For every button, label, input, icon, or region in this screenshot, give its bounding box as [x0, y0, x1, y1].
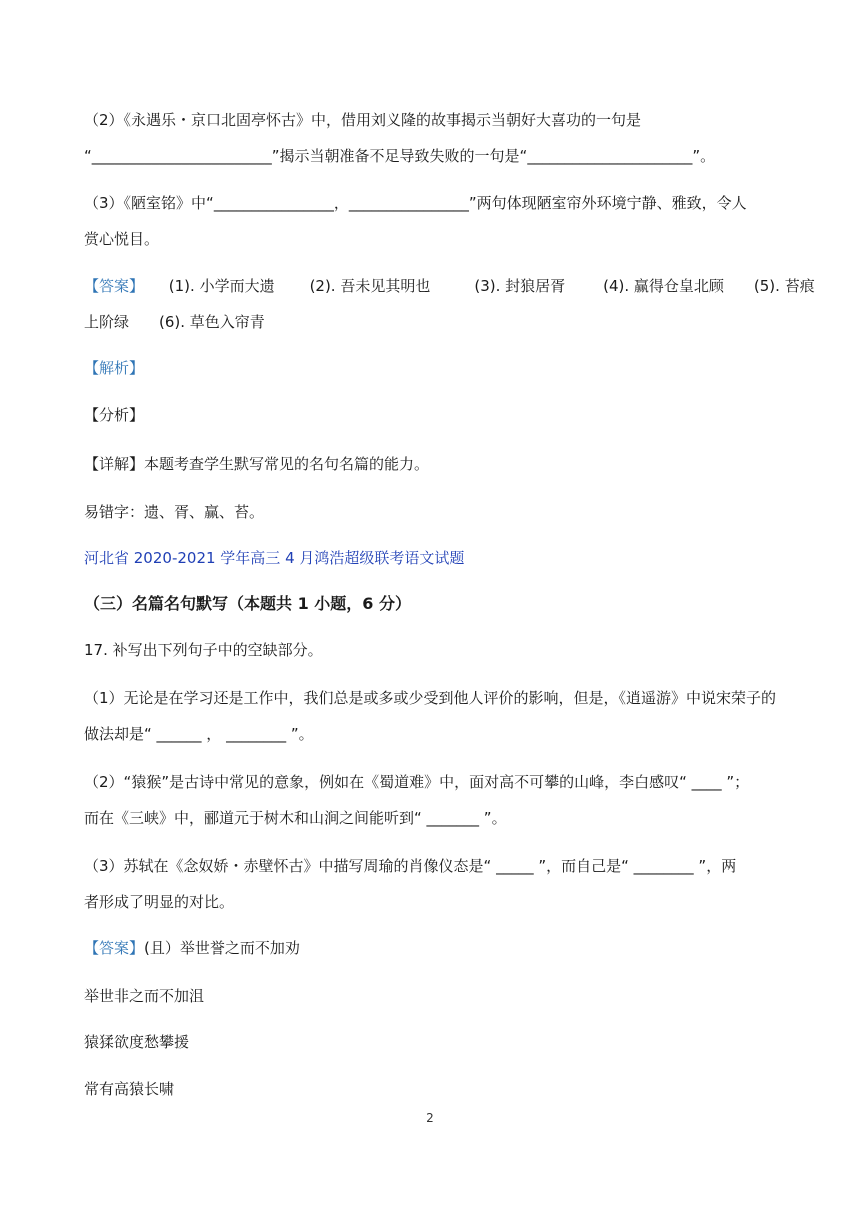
answer-tag: 【答案】: [84, 939, 145, 957]
q3-line2: 赏心悦目。: [84, 230, 160, 248]
s3-line1: （3）苏轼在《念奴娇・赤壁怀古》中描写周瑜的肖像仪态是“ _____ ”，而自己是“ ________ ”，两: [84, 857, 737, 875]
fenxi-tag: 【分析】: [84, 406, 145, 424]
answer-item: (2). 吾未见其明也: [309, 277, 431, 295]
detail-text: 【详解】本题考查学生默写常见的名句名篇的能力。: [84, 455, 430, 473]
answer-item: (3). 封狼居胥: [474, 277, 566, 295]
answer1-line2: 上阶绿 (6). 草色入帘青: [84, 313, 265, 331]
answer2-line: 举世非之而不加沮: [84, 987, 205, 1005]
answer-item: (5). 苔痕: [753, 277, 815, 295]
section-title: （三）名篇名句默写（本题共 1 小题，6 分）: [84, 594, 411, 613]
page-number: 2: [426, 1111, 434, 1125]
source-link[interactable]: 河北省 2020-2021 学年高三 4 月鸿浩超级联考语文试题: [84, 549, 465, 567]
q2-line1: （2）《永遇乐・京口北固亭怀古》中，借用刘义隆的故事揭示当朝好大喜功的一句是: [84, 111, 642, 129]
s1-line1: （1）无论是在学习还是工作中，我们总是或多或少受到他人评价的影响，但是，《逍遥游》中说宋荣子的: [84, 689, 777, 707]
error-chars: 易错字：遗、胥、赢、苔。: [84, 503, 265, 521]
answer2-line: 常有高猿长啸: [84, 1080, 175, 1098]
s3-line2: 者形成了明显的对比。: [84, 893, 235, 911]
analysis-tag: 【解析】: [84, 359, 145, 377]
answer-item: (1). 小学而大遗: [168, 277, 275, 295]
answer-item: (4). 赢得仓皇北顾: [603, 277, 724, 295]
answer-tag: 【答案】: [84, 277, 145, 295]
s2-line1: （2）“猿猴”是古诗中常见的意象，例如在《蜀道难》中，面对高不可攀的山峰，李白感叹“ ____ ”；: [84, 773, 750, 791]
answer-text: (且）举世誉之而不加劝: [144, 939, 300, 957]
answer1-line1: [84, 276, 815, 296]
answer2-line: 猿猱欲度愁攀援: [84, 1033, 190, 1051]
q2-line2: “________________________”揭示当朝准备不足导致失败的一句是“______________________”。: [84, 147, 716, 165]
s2-line2: 而在《三峡》中，郦道元于树木和山涧之间能听到“ _______ ”。: [84, 809, 507, 827]
answer2-line1: [84, 938, 784, 958]
q3-line1: （3）《陋室铭》中“________________，________________”两句体现陋室帘外环境宁静、雅致，令人: [84, 194, 747, 212]
q17-text: 17. 补写出下列句子中的空缺部分。: [84, 641, 323, 659]
s1-line2: 做法却是“ ______ ， ________ ”。: [84, 725, 314, 743]
